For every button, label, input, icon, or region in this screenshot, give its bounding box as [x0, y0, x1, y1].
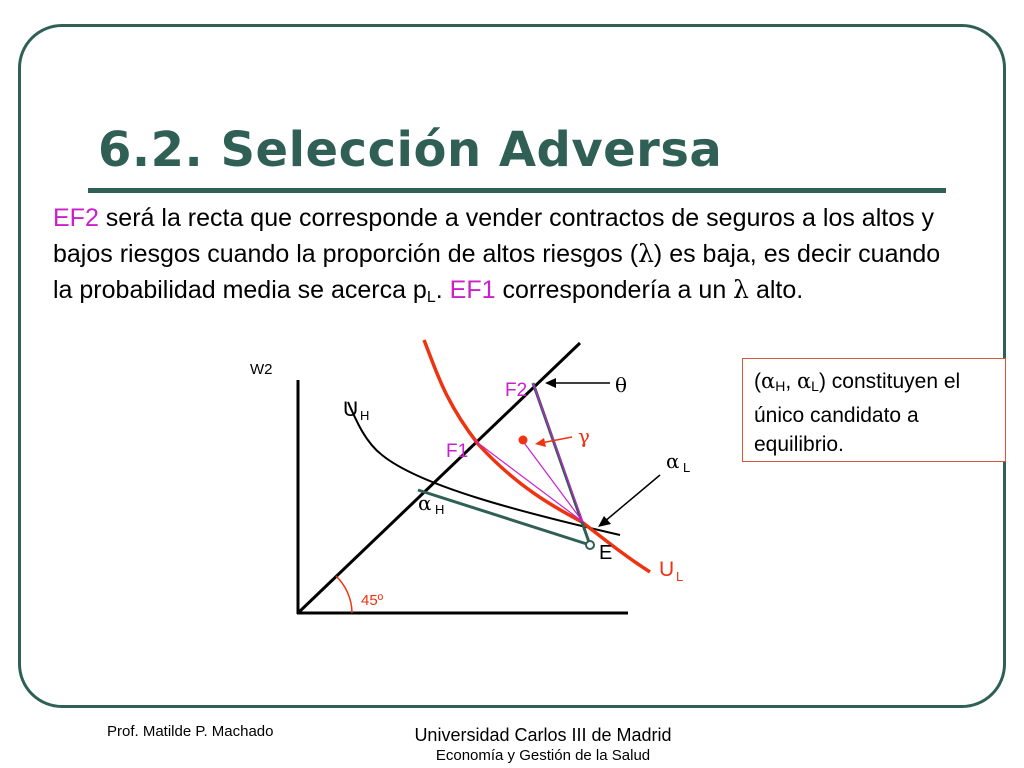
footer-institution — [393, 723, 693, 765]
f1-label: F1 — [446, 441, 469, 462]
angle-arc — [336, 576, 352, 613]
pl-subscript: L — [426, 289, 436, 306]
equilibrium-note — [742, 358, 1006, 462]
footer-course: Economía y Gestión de la Salud — [435, 747, 651, 764]
ul-label-sub: L — [676, 569, 684, 584]
footer-author: Prof. Matilde P. Machado — [107, 723, 274, 740]
magenta-line-f2 — [533, 383, 583, 522]
footer-university: Universidad Carlos III de Madrid — [414, 725, 672, 745]
contract-point-dot — [519, 436, 528, 445]
theta-label: θ — [615, 373, 628, 397]
angle-label: 45º — [361, 592, 384, 609]
certainty-line-45 — [298, 343, 580, 613]
note-sub-l: L — [811, 378, 819, 394]
ef2-term: EF2 — [53, 204, 99, 232]
note-alpha-h: α — [761, 369, 776, 393]
e-label: E — [599, 542, 613, 564]
slide-title: 6.2. Selección Adversa — [98, 122, 723, 178]
f2-label: F2 — [505, 380, 528, 401]
paragraph-text-5: alto. — [749, 276, 804, 304]
note-open: ( — [754, 370, 761, 393]
paragraph-text-1: será la recta que corresponde a vender contractos de seguros a los altos y bajos riesgos cuando la proporción de altos riesgos ( — [53, 204, 935, 268]
paragraph-text-2: ) es baja, es decir cuando la probabilidad media se acerca p — [53, 240, 941, 304]
ef1-term: EF1 — [449, 276, 496, 304]
gamma-arrow — [541, 437, 572, 443]
note-comma: , — [785, 370, 797, 393]
gamma-label: γ — [578, 424, 590, 448]
paragraph-text-3: . — [435, 276, 450, 304]
ef1-line — [418, 490, 590, 545]
alpha-h-sub: H — [435, 502, 445, 517]
alpha-h-label: α — [418, 491, 432, 515]
lambda-symbol-2: λ — [733, 275, 750, 304]
note-rest: ) constituyen el único candidato a equilibrio. — [754, 370, 961, 456]
magenta-line-dot — [522, 440, 583, 522]
lambda-symbol: λ — [638, 239, 654, 268]
uh-label-sub: H — [360, 408, 370, 423]
uh-label-u: U — [343, 398, 359, 421]
note-sub-h: H — [775, 378, 786, 394]
y-axis-label: W2 — [250, 361, 273, 378]
theta-arrow-head — [545, 378, 556, 388]
note-alpha-l: α — [796, 369, 812, 393]
alpha-l-arrow — [604, 475, 660, 522]
endowment-point-e — [586, 541, 594, 549]
ul-label-u: U — [659, 558, 675, 581]
alpha-l-label: α — [666, 449, 680, 473]
paragraph-text-4: correspondería a un — [495, 276, 734, 304]
alpha-l-sub: L — [683, 460, 691, 475]
gamma-arrow-head — [535, 438, 546, 447]
